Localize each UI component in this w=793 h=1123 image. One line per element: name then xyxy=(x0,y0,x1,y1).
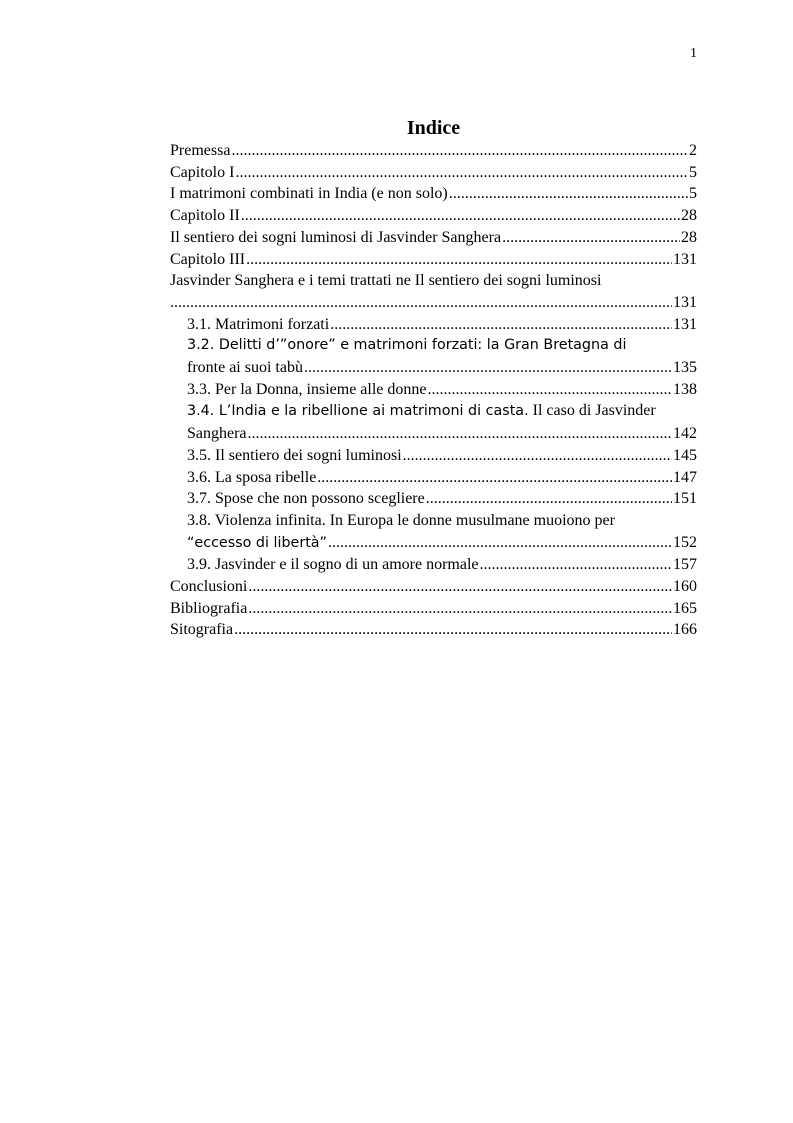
entry-title: Capitolo I xyxy=(170,163,235,181)
entry-page: 147 xyxy=(673,468,697,486)
dot-leader xyxy=(235,162,688,184)
entry-page: 157 xyxy=(673,556,697,574)
entry-title: Capitolo II xyxy=(170,207,240,225)
toc-subentry-3-3[interactable] xyxy=(170,379,697,401)
dot-leader xyxy=(317,467,672,489)
entry-page: 166 xyxy=(673,621,697,639)
dot-leader xyxy=(428,379,673,401)
toc-subentry-3-9[interactable] xyxy=(170,554,697,576)
entry-title-line2: fronte ai suoi tabù xyxy=(187,359,303,377)
toc-entry-sentiero-sogni[interactable] xyxy=(170,227,697,249)
dot-leader xyxy=(304,357,672,379)
entry-page: 145 xyxy=(673,446,697,464)
entry-page: 152 xyxy=(673,533,697,551)
entry-page: 131 xyxy=(673,315,697,333)
entry-title: Bibliografia xyxy=(170,599,248,617)
page-number: 1 xyxy=(690,46,697,61)
toc-subentry-3-7[interactable] xyxy=(170,488,697,510)
dot-leader xyxy=(502,227,680,249)
entry-page: 135 xyxy=(673,359,697,377)
dot-leader xyxy=(170,292,672,314)
entry-title: 3.6. La sposa ribelle xyxy=(187,468,317,486)
entry-title-line1: 3.8. Violenza infinita. In Europa le donne musulmane muoiono per xyxy=(187,511,615,529)
entry-page: 142 xyxy=(673,425,697,443)
toc-entry-jasvinder-temi[interactable] xyxy=(170,270,697,313)
dot-leader xyxy=(330,314,672,336)
toc-entry-conclusioni[interactable] xyxy=(170,576,697,598)
entry-title: 3.9. Jasvinder e il sogno di un amore normale xyxy=(187,556,479,574)
entry-page: 2 xyxy=(689,142,697,159)
toc-entry-premessa[interactable] xyxy=(170,140,697,162)
toc-entry-capitolo-3[interactable] xyxy=(170,249,697,271)
entry-title: Jasvinder Sanghera e i temi trattati ne Il sentiero dei sogni luminosi xyxy=(170,272,602,290)
toc-title: Indice xyxy=(406,117,461,139)
toc-entry-sitografia[interactable] xyxy=(170,619,697,641)
dot-leader xyxy=(248,423,672,445)
entry-title: 3.3. Per la Donna, insieme alle donne xyxy=(187,380,427,398)
toc-subentry-3-2[interactable] xyxy=(170,335,697,378)
entry-title-part-a: 3.4. L’India e la ribellione ai matrimoni di casta. xyxy=(187,403,529,420)
dot-leader xyxy=(246,249,672,271)
entry-page: 28 xyxy=(681,207,697,225)
table-of-contents xyxy=(170,140,697,641)
entry-page: 5 xyxy=(689,163,697,181)
toc-subentry-3-5[interactable] xyxy=(170,445,697,467)
toc-subentry-3-6[interactable] xyxy=(170,467,697,489)
entry-title: Capitolo III xyxy=(170,250,246,268)
dot-leader xyxy=(241,205,680,227)
entry-title-line2: Sanghera xyxy=(187,425,247,443)
dot-leader xyxy=(231,140,688,162)
entry-page: 28 xyxy=(681,228,697,246)
entry-title: 3.7. Spose che non possono scegliere xyxy=(187,490,425,508)
entry-title-line1: 3.2. Delitti d’”onore” e matrimoni forzati: la Gran Bretagna di xyxy=(187,337,627,354)
toc-entry-capitolo-1[interactable] xyxy=(170,162,697,184)
entry-title-line1 xyxy=(187,400,697,423)
entry-title: Conclusioni xyxy=(170,578,248,596)
entry-title: Il sentiero dei sogni luminosi di Jasvinder Sanghera xyxy=(170,228,502,246)
dot-leader xyxy=(480,554,673,576)
dot-leader xyxy=(248,598,672,620)
entry-page: 165 xyxy=(673,599,697,617)
dot-leader xyxy=(248,576,672,598)
entry-title: I matrimoni combinati in India (e non solo) xyxy=(170,185,448,203)
entry-page: 131 xyxy=(673,293,697,311)
toc-entry-matrimoni-combinati[interactable] xyxy=(170,183,697,205)
entry-title: 3.5. Il sentiero dei sogni luminosi xyxy=(187,446,402,464)
dot-leader xyxy=(234,619,672,641)
entry-title: Sitografia xyxy=(170,621,234,639)
dot-leader xyxy=(426,488,672,510)
toc-subentry-3-4[interactable] xyxy=(170,400,697,444)
dot-leader xyxy=(449,183,688,205)
entry-title: 3.1. Matrimoni forzati xyxy=(187,315,330,333)
entry-page: 138 xyxy=(673,380,697,398)
entry-title-line2: “eccesso di libertà” xyxy=(187,534,327,551)
entry-page: 160 xyxy=(673,578,697,596)
entry-title-part-b: Il caso di Jasvinder xyxy=(528,402,656,420)
entry-page: 5 xyxy=(689,185,697,203)
entry-page: 131 xyxy=(673,250,697,268)
toc-entry-capitolo-2[interactable] xyxy=(170,205,697,227)
toc-entry-bibliografia[interactable] xyxy=(170,598,697,620)
toc-subentry-3-8[interactable] xyxy=(170,510,697,554)
toc-subentry-3-1[interactable] xyxy=(170,314,697,336)
entry-page: 151 xyxy=(673,490,697,508)
dot-leader xyxy=(403,445,672,467)
entry-title: Premessa xyxy=(170,142,231,159)
dot-leader xyxy=(328,532,672,554)
